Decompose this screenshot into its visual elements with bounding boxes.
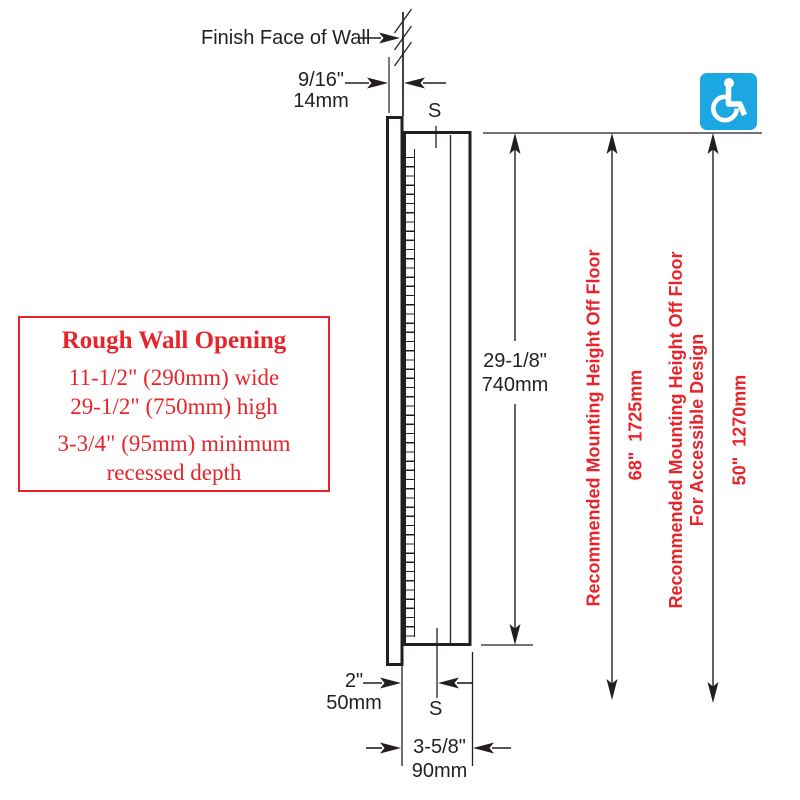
section-marker-top: S	[428, 100, 442, 122]
wall-face-label: Finish Face of Wall	[201, 27, 371, 49]
rough-wall-opening-box	[18, 316, 330, 492]
flange-dimension-text	[319, 670, 389, 714]
rough-opening-depth-2: recessed depth	[106, 460, 242, 485]
rough-opening-height: 29-1/2" (750mm) high	[70, 394, 278, 419]
depth-dimension-text	[403, 735, 476, 783]
rough-wall-opening-title: Rough Wall Opening	[61, 327, 287, 354]
rough-opening-width: 11-1/2" (290mm) wide	[68, 365, 280, 390]
standard-mounting-value: 68" 1725mm	[625, 369, 646, 481]
opening-height-dimension-text	[465, 349, 565, 397]
standard-height-dimension	[607, 133, 618, 700]
rough-opening-depth-1: 3-3/4" (95mm) minimum	[57, 431, 291, 456]
fixture-flange	[388, 118, 403, 665]
accessible-mounting-label-line2: For Accessible Design	[687, 333, 707, 527]
standard-mounting-label: Recommended Mounting Height Off Floor	[583, 249, 604, 607]
wall-section-line	[395, 9, 412, 116]
wheelchair-glyph	[700, 73, 757, 130]
depth-inches: 3-5/8"	[413, 736, 466, 758]
wall-offset-dimension-text	[285, 70, 357, 112]
opening-height-inches: 29-1/8"	[483, 350, 547, 372]
depth-mm: 90mm	[411, 760, 468, 782]
flange-mm: 50mm	[326, 692, 382, 714]
fixture-louver-strip	[405, 149, 415, 637]
accessible-height-dimension	[708, 133, 719, 703]
flange-inches: 2"	[344, 670, 364, 692]
accessible-mounting-label	[666, 252, 708, 609]
wheelchair-accessibility-icon	[700, 73, 757, 130]
accessible-mounting-label-line1: Recommended Mounting Height Off Floor	[666, 251, 686, 609]
opening-height-mm: 740mm	[481, 374, 549, 396]
section-marker-bottom: S	[429, 698, 443, 720]
wall-offset-inches: 9/16"	[297, 69, 345, 91]
wall-offset-mm: 14mm	[293, 90, 349, 112]
accessible-mounting-value: 50" 1270mm	[729, 374, 750, 486]
